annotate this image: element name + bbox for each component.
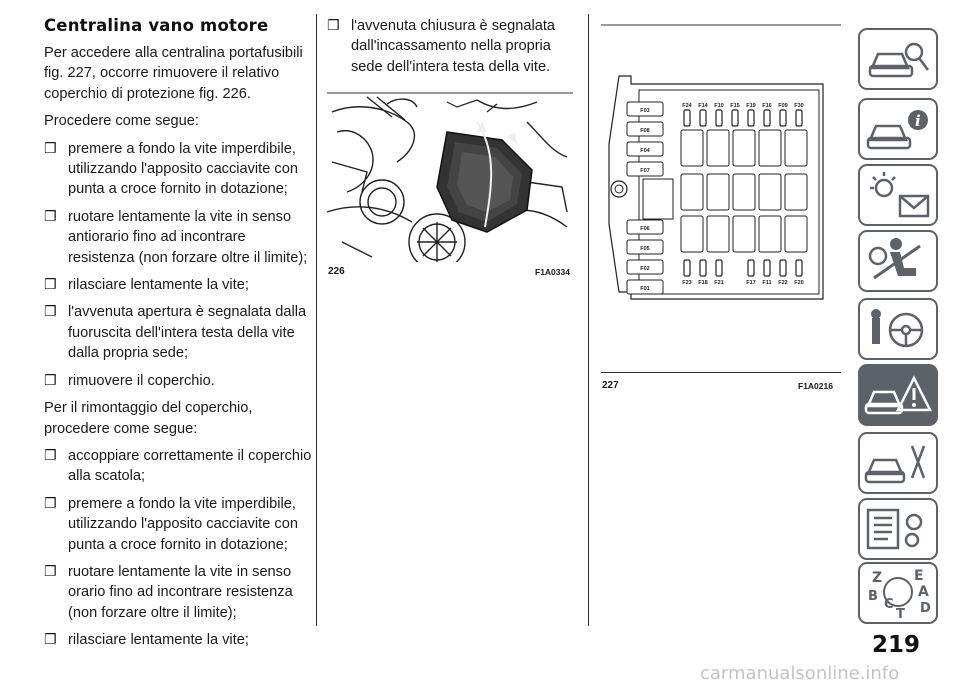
fuse-label: F08	[640, 128, 650, 134]
svg-text:B: B	[868, 589, 878, 604]
checkbox-bullet-icon: ❒	[327, 18, 340, 34]
relay-slot	[681, 216, 703, 252]
fuse-slot	[796, 110, 802, 126]
fuse-label: F06	[640, 226, 650, 232]
car-maintenance-tools-icon	[860, 434, 936, 492]
relay-slot	[733, 216, 755, 252]
svg-text:Z: Z	[872, 570, 883, 586]
svg-text:C: C	[884, 597, 894, 612]
relay-slot	[759, 174, 781, 210]
car-search-icon	[860, 30, 936, 88]
watermark: carmanualsonline.info	[700, 663, 900, 684]
fuse-slot	[716, 110, 722, 126]
fuse-slot	[684, 260, 690, 276]
column-divider	[588, 14, 589, 626]
key-steering-wheel-icon	[860, 300, 936, 358]
fuse-label: F14	[698, 103, 708, 109]
checkbox-bullet-icon: ❒	[44, 140, 57, 157]
svg-text:D: D	[920, 601, 931, 616]
svg-text:E: E	[914, 568, 924, 584]
checkbox-bullet-icon: ❒	[44, 208, 57, 225]
engine-cover-illustration	[327, 92, 573, 262]
fuse-label: F30	[794, 103, 804, 109]
checkbox-bullet-icon: ❒	[44, 563, 57, 580]
fuse-label: F10	[714, 103, 724, 109]
technical-data-gear-icon	[860, 500, 936, 558]
fuse-label: F21	[714, 280, 724, 286]
fuse-slot	[764, 110, 770, 126]
fuse-label: F05	[640, 246, 650, 252]
fuse-slot	[700, 260, 706, 276]
svg-text:i: i	[915, 112, 921, 130]
fuse-slot	[732, 110, 738, 126]
figure-226-engine-photo	[327, 92, 573, 262]
fuse-label: F17	[746, 280, 756, 286]
fuse-slot	[748, 260, 754, 276]
procedure-heading: Per il rimontaggio del coperchio, procedere come segue:	[44, 400, 253, 437]
section-title: Centralina vano motore	[44, 16, 269, 35]
fuse-label: F11	[762, 280, 772, 286]
fuse-label: F19	[746, 103, 756, 109]
fuse-label: F18	[698, 280, 708, 286]
sidebar-tab-emergency[interactable]	[858, 364, 938, 426]
fuse-label: F09	[778, 103, 788, 109]
relay-slot	[707, 174, 729, 210]
list-item: ❒ rilasciare lentamente la vite;	[44, 275, 312, 295]
fuse-slot	[764, 260, 770, 276]
relay-slot	[785, 130, 807, 166]
fuse-label: F24	[682, 103, 692, 109]
column-divider	[316, 14, 317, 626]
fuse-slot	[796, 260, 802, 276]
svg-text:A: A	[918, 584, 929, 600]
relay-slot	[759, 130, 781, 166]
fuse-slot	[700, 110, 706, 126]
alphabetical-index-icon	[860, 564, 936, 622]
sidebar-tab-index[interactable]	[858, 562, 938, 624]
sidebar-tab-technical-data[interactable]	[858, 498, 938, 560]
sidebar-tab-safety[interactable]	[858, 230, 938, 292]
checkbox-bullet-icon: ❒	[44, 277, 57, 294]
fuse-label: F04	[640, 148, 650, 154]
fuse-slot	[780, 110, 786, 126]
fuse-slot	[684, 110, 690, 126]
svg-text:T: T	[896, 607, 905, 622]
checkbox-bullet-icon: ❒	[44, 304, 57, 321]
list-item: ❒ accoppiare correttamente il coperchio alla scatola;	[44, 447, 312, 485]
car-breakdown-warning-icon	[860, 366, 936, 424]
fuse-label: F22	[778, 280, 788, 286]
checkbox-bullet-icon: ❒	[44, 372, 57, 389]
list-item: ❒ l'avvenuta apertura è segnalata dalla fuoruscita dell'intera testa della vite dalla propria sede;	[44, 304, 307, 362]
fuse-slot	[748, 110, 754, 126]
checkbox-bullet-icon: ❒	[44, 495, 57, 512]
list-item: ❒ premere a fondo la vite imperdibile, utilizzando l'apposito cacciavite con punta a croce fornito in dotazione;	[44, 140, 298, 198]
relay-slot	[759, 216, 781, 252]
sidebar-tab-maintenance[interactable]	[858, 432, 938, 494]
fuse-label: F01	[640, 286, 650, 292]
figure-code: F1A0216	[798, 381, 833, 391]
fusebox-diagram	[601, 24, 841, 370]
fuse-label: F23	[682, 280, 692, 286]
list-item: ❒ l'avvenuta chiusura è segnalata dall'incassamento nella propria sede dell'intera testa della vite.	[327, 18, 555, 75]
relay-slot	[733, 174, 755, 210]
car-info-icon	[860, 100, 936, 158]
procedure-heading: Procedere come segue:	[44, 113, 199, 130]
list-item: ❒ ruotare lentamente la vite in senso antiorario fino ad incontrare resistenza (non forzare oltre il limite);	[44, 208, 308, 266]
fuse-slot	[716, 260, 722, 276]
fuse-label: F16	[762, 103, 772, 109]
checkbox-bullet-icon: ❒	[44, 632, 57, 649]
list-item: ❒ ruotare lentamente la vite in senso orario fino ad incontrare resistenza (non forzare oltre il limite);	[44, 563, 293, 621]
left-column	[44, 0, 312, 658]
figure-227-fusebox-diagram	[601, 24, 841, 370]
page-number: 219	[872, 632, 921, 658]
list-item: ❒ rilasciare lentamente la vite;	[44, 630, 312, 650]
relay-slot	[707, 216, 729, 252]
intro-paragraph: Per accedere alla centralina portafusibili fig. 227, occorre rimuovere il relativo coperchio di protezione fig. 226.	[44, 45, 303, 102]
warning-light-message-icon	[860, 166, 936, 224]
list-item: ❒ premere a fondo la vite imperdibile, utilizzando l'apposito cacciavite con punta a croce fornito in dotazione;	[44, 495, 298, 553]
fuse-label: F02	[640, 266, 650, 272]
relay-slot	[733, 130, 755, 166]
fuse-label: F07	[640, 168, 650, 174]
fuse-label: F20	[794, 280, 804, 286]
figure-number: 226	[328, 266, 345, 277]
airbag-seat-icon	[860, 232, 936, 290]
fuse-label: F15	[730, 103, 740, 109]
relay-slot	[785, 174, 807, 210]
relay-slot	[681, 130, 703, 166]
relay-slot	[785, 216, 807, 252]
sidebar-tab-car-info[interactable]	[858, 98, 938, 160]
relay-slot	[681, 174, 703, 210]
fuse-label: F03	[640, 108, 650, 114]
figure-rule	[601, 372, 841, 373]
sidebar-tab-starting-driving[interactable]	[858, 298, 938, 360]
fuse-slot	[780, 260, 786, 276]
figure-code: F1A0334	[535, 267, 570, 277]
relay-slot	[707, 130, 729, 166]
sidebar-tab-car-search[interactable]	[858, 28, 938, 90]
middle-column	[327, 16, 575, 84]
list-item: ❒ rimuovere il coperchio.	[44, 371, 312, 391]
sidebar-tab-warning-lights[interactable]	[858, 164, 938, 226]
checkbox-bullet-icon: ❒	[44, 447, 57, 464]
figure-number: 227	[602, 380, 619, 391]
